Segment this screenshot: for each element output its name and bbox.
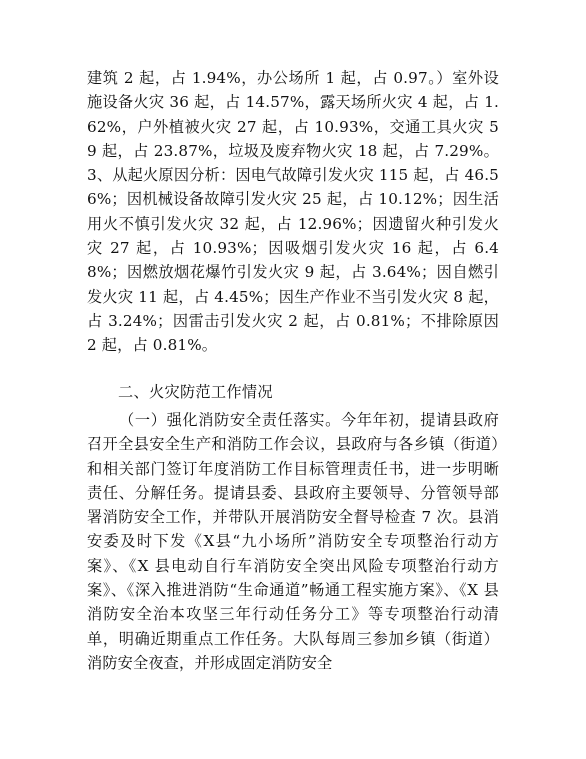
body-paragraph-responsibility: （一）强化消防安全责任落实。今年年初，提请县政府召开全县安全生产和消防工作会议，县政府与各乡镇（街道）和相关部门签订年度消防工作目标管理责任书，进一步明晰责任、分解任务。提请县委、县政府主要领导、分管领导部署消防安全工作，并带队开展消防安全督导检查 7 次。县消安委及时下发《X县“九小场所”消防安全专项整治行动方案》、《X 县电动自行车消防安全突出风险专项整治行动方案》、《深入推进消防“生命通道”畅通工程实施方案》、《X 县消防安全治本攻坚三年行动任务分工》等专项整治行动清单，明确近期重点工作任务。大队每周三参加乡镇（街道）消防安全夜查，并形成固定消防安全 [87, 411, 499, 672]
body-paragraph-fire-statistics: 建筑 2 起，占 1.94%，办公场所 1 起，占 0.97。）室外设施设备火灾 36 起，占 14.57%，露天场所火灾 4 起，占 1.62%，户外植被火灾 27 起，占 10.93%，交通工具火灾 59 起，占 23.87%，垃圾及废弃物火灾 18 起，占 7.29%。3、从起火原因分析：因电气故障引发火灾 115 起，占 46.56%；因机械设备故障引发火灾 25 起，占 10.12%；因生活用火不慎引发火灾 32 起，占 12.96%；因遗留火种引发火灾 27 起，占 10.93%；因吸烟引发火灾 16 起，占 6.48%；因燃放烟花爆竹引发火灾 9 起，占 3.64%；因自燃引发火灾 11 起，占 4.45%；因生产作业不当引发火灾 8 起，占 3.24%；因雷击引发火灾 2 起，占 0.81%；不排除原因 2 起，占 0.81%。 [87, 69, 499, 355]
section-heading-fire-prevention: 二、火灾防范工作情况 [118, 383, 273, 401]
